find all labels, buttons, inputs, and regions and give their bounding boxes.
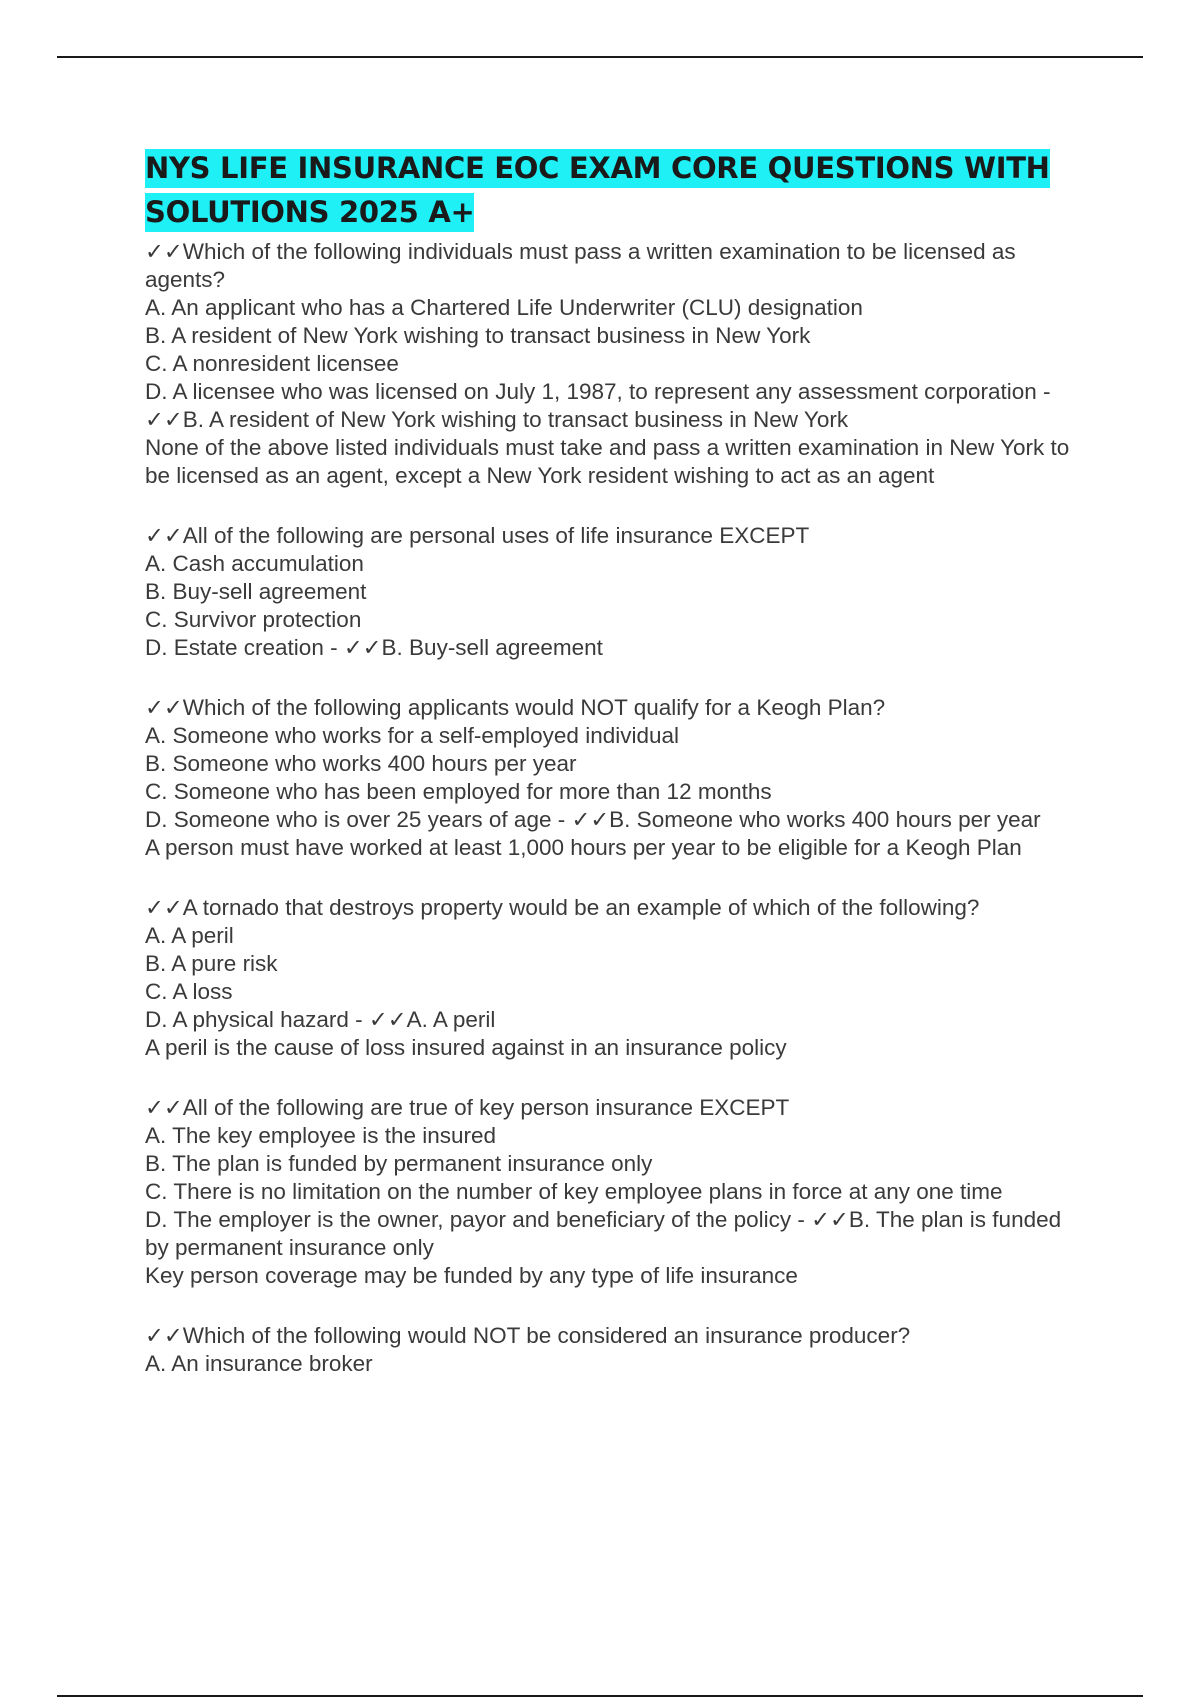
option-c: C. Someone who has been employed for more than 12 months	[145, 779, 772, 804]
title-line-2: SOLUTIONS 2025 A+	[145, 193, 474, 232]
option-a: A. Cash accumulation	[145, 551, 364, 576]
option-d-with-answer: D. Someone who is over 25 years of age - ✓✓B. Someone who works 400 hours per year	[145, 807, 1041, 832]
question-text: ✓✓Which of the following individuals must pass a written examination to be licensed as agents?	[145, 239, 1016, 292]
document-title	[145, 146, 1085, 234]
question-block	[145, 1094, 1085, 1290]
question-block	[145, 1322, 1085, 1378]
option-c: C. A loss	[145, 979, 233, 1004]
option-d-with-answer: D. Estate creation - ✓✓B. Buy-sell agreement	[145, 635, 603, 660]
option-a: A. A peril	[145, 923, 234, 948]
answer-explanation: Key person coverage may be funded by any type of life insurance	[145, 1263, 798, 1288]
option-b: B. The plan is funded by permanent insurance only	[145, 1151, 653, 1176]
question-block	[145, 238, 1085, 490]
answer-explanation: A person must have worked at least 1,000 hours per year to be eligible for a Keogh Plan	[145, 835, 1022, 860]
title-line-1: NYS LIFE INSURANCE EOC EXAM CORE QUESTIONS WITH	[145, 149, 1050, 188]
option-d-with-answer: D. The employer is the owner, payor and beneficiary of the policy - ✓✓B. The plan is funded by permanent insurance only	[145, 1207, 1062, 1260]
option-a: A. The key employee is the insured	[145, 1123, 497, 1148]
question-text: ✓✓All of the following are true of key person insurance EXCEPT	[145, 1095, 790, 1120]
option-b: B. A pure risk	[145, 951, 278, 976]
option-b: B. A resident of New York wishing to transact business in New York	[145, 323, 811, 348]
question-text: ✓✓Which of the following applicants would NOT qualify for a Keogh Plan?	[145, 695, 886, 720]
question-text: ✓✓A tornado that destroys property would be an example of which of the following?	[145, 895, 980, 920]
option-c: C. A nonresident licensee	[145, 351, 399, 376]
question-block	[145, 894, 1085, 1062]
option-c: C. There is no limitation on the number of key employee plans in force at any one time	[145, 1179, 1003, 1204]
option-c: C. Survivor protection	[145, 607, 362, 632]
option-b: B. Someone who works 400 hours per year	[145, 751, 577, 776]
option-a: A. Someone who works for a self-employed individual	[145, 723, 680, 748]
option-a: A. An insurance broker	[145, 1351, 373, 1376]
footer-rule	[57, 1695, 1143, 1697]
document-body	[145, 146, 1085, 1410]
option-b: B. Buy-sell agreement	[145, 579, 367, 604]
question-text: ✓✓All of the following are personal uses of life insurance EXCEPT	[145, 523, 810, 548]
header-rule	[57, 56, 1143, 58]
question-text: ✓✓Which of the following would NOT be considered an insurance producer?	[145, 1323, 911, 1348]
question-block	[145, 694, 1085, 862]
answer-explanation: None of the above listed individuals must take and pass a written examination in New York to be licensed as an agent, except a New York resident wishing to act as an agent	[145, 435, 1070, 488]
option-d-with-answer: D. A licensee who was licensed on July 1, 1987, to represent any assessment corporation - ✓✓B. A resident of New York wishing to transact business in New York	[145, 379, 1051, 432]
question-block	[145, 522, 1085, 662]
option-d-with-answer: D. A physical hazard - ✓✓A. A peril	[145, 1007, 496, 1032]
option-a: A. An applicant who has a Chartered Life Underwriter (CLU) designation	[145, 295, 863, 320]
answer-explanation: A peril is the cause of loss insured against in an insurance policy	[145, 1035, 787, 1060]
